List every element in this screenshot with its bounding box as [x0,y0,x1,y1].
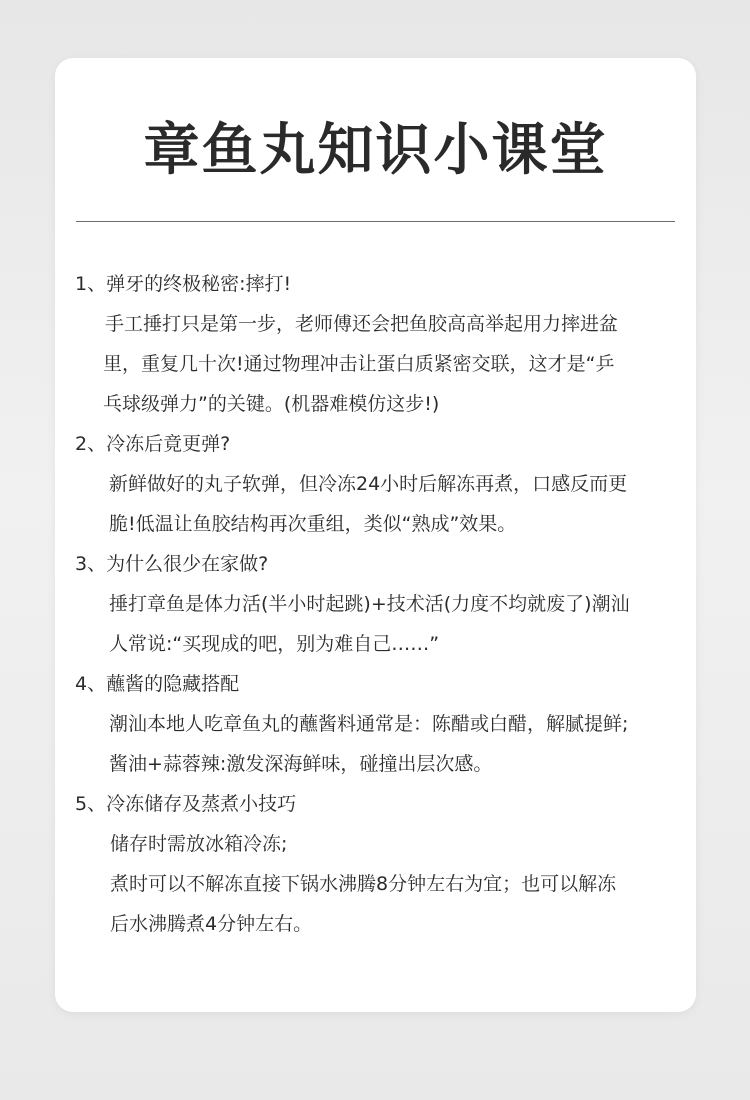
title-divider [76,221,675,222]
tip-text-5-line-1: 储存时需放冰箱冷冻; [110,833,288,855]
tips-list [75,264,680,944]
tip-text-1-line-2: 里，重复几十次!通过物理冲击让蛋白质紧密交联，这才是“乒 [103,353,615,375]
tip-text-1-line-3: 乓球级弹力”的关键。(机器难模仿这步!) [103,393,440,415]
tip-text-2-line-1: 新鲜做好的丸子软弹，但冷冻24小时后解冻再煮，口感反而更 [109,473,628,495]
tip-text-4-line-2: 酱油+蒜蓉辣:激发深海鲜味，碰撞出层次感。 [109,753,493,775]
tip-item-4 [75,664,680,784]
tip-title-4: 4、蘸酱的隐藏搭配 [75,673,240,695]
tip-text-3-line-2: 人常说:“买现成的吧，别为难自己……” [109,633,440,655]
tip-text-2-line-2: 脆!低温让鱼胶结构再次重组，类似“熟成”效果。 [109,513,517,535]
tip-title-1: 1、弹牙的终极秘密:摔打! [75,273,292,295]
content-card [55,58,696,1012]
page-title: 章鱼丸知识小课堂 [143,118,608,183]
tip-item-5 [75,784,680,944]
tip-text-1-line-1: 手工捶打只是第一步，老师傅还会把鱼胶高高举起用力摔进盆 [105,313,619,335]
tip-text-5-line-3: 后水沸腾煮4分钟左右。 [110,913,313,935]
tip-title-2: 2、冷冻后竟更弹? [75,433,231,455]
tip-item-3 [75,544,680,664]
tip-title-5: 5、冷冻储存及蒸煮小技巧 [75,793,297,815]
tip-text-3-line-1: 捶打章鱼是体力活(半小时起跳)+技术活(力度不均就废了)潮汕 [109,593,630,615]
tip-item-2 [75,424,680,544]
tip-text-5-line-2: 煮时可以不解冻直接下锅水沸腾8分钟左右为宜；也可以解冻 [110,873,617,895]
tip-text-4-line-1: 潮汕本地人吃章鱼丸的蘸酱料通常是：陈醋或白醋，解腻提鲜; [109,713,629,735]
tip-item-1 [75,264,680,424]
tip-title-3: 3、为什么很少在家做? [75,553,269,575]
